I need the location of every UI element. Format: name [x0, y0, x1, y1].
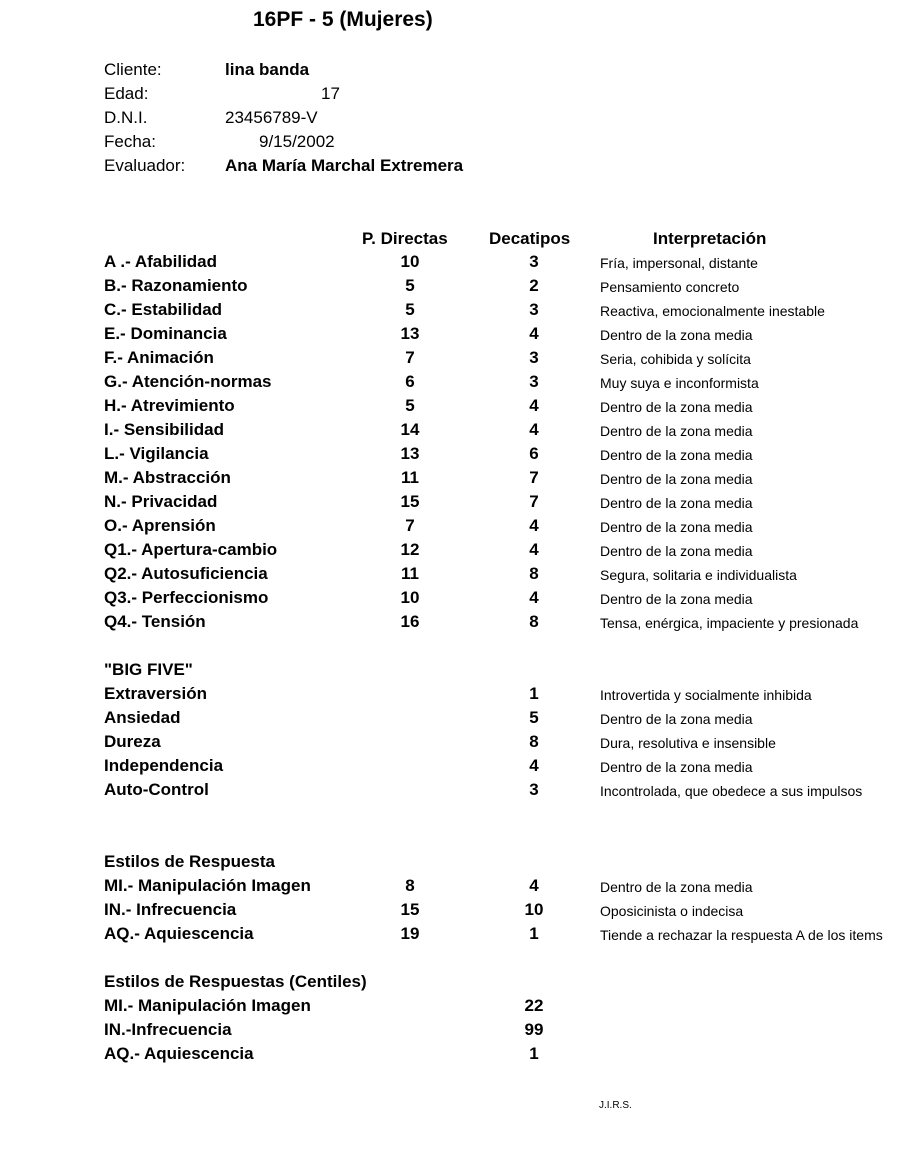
response-styles-heading: Estilos de Respuesta [104, 852, 276, 871]
factor-directa: 7 [405, 348, 415, 367]
factor-label: F.- Animación [104, 348, 214, 367]
response-centiles-heading: Estilos de Respuestas (Centiles) [104, 972, 367, 991]
factor-interpretacion: Dentro de la zona media [600, 495, 753, 511]
header-directas: P. Directas [362, 229, 448, 248]
factor-interpretacion: Muy suya e inconformista [600, 375, 759, 391]
factor-interpretacion: Dentro de la zona media [600, 399, 753, 415]
factor-directa: 10 [400, 588, 420, 607]
big-five-decatipo: 1 [529, 684, 539, 703]
factor-decatipo: 7 [529, 492, 539, 511]
factor-label: A .- Afabilidad [104, 252, 218, 271]
factor-label: B.- Razonamiento [104, 276, 248, 295]
factor-decatipo: 4 [529, 588, 539, 607]
factor-label: H.- Atrevimiento [104, 396, 235, 415]
big-five-label: Dureza [104, 732, 161, 751]
centile-value: 99 [524, 1020, 544, 1039]
cliente-label: Cliente: [104, 60, 162, 79]
factor-label: G.- Atención-normas [104, 372, 272, 391]
factor-decatipo: 3 [529, 252, 539, 271]
big-five-decatipo: 8 [529, 732, 539, 751]
factor-decatipo: 3 [529, 300, 539, 319]
big-five-interpretacion: Introvertida y socialmente inhibida [600, 687, 812, 703]
factor-interpretacion: Dentro de la zona media [600, 423, 753, 439]
fecha-value: 9/15/2002 [259, 132, 335, 151]
factor-decatipo: 7 [529, 468, 539, 487]
factor-interpretacion: Pensamiento concreto [600, 279, 740, 295]
big-five-decatipo: 4 [529, 756, 539, 775]
factor-directa: 5 [405, 396, 415, 415]
response-style-directa: 15 [400, 900, 420, 919]
centile-label: IN.-Infrecuencia [104, 1020, 232, 1039]
factor-decatipo: 2 [529, 276, 539, 295]
factor-decatipo: 8 [529, 564, 539, 583]
footer-initials: J.I.R.S. [599, 1100, 632, 1111]
factor-decatipo: 6 [529, 444, 539, 463]
dni-label: D.N.I. [104, 108, 148, 127]
factor-label: O.- Aprensión [104, 516, 216, 535]
page-title: 16PF - 5 (Mujeres) [253, 8, 433, 31]
factor-label: N.- Privacidad [104, 492, 218, 511]
factor-interpretacion: Dentro de la zona media [600, 447, 753, 463]
factor-decatipo: 3 [529, 348, 539, 367]
header-interpretacion: Interpretación [653, 229, 767, 248]
fecha-label: Fecha: [104, 132, 156, 151]
header-decatipos: Decatipos [489, 229, 571, 248]
factor-directa: 6 [405, 372, 415, 391]
factor-label: Q1.- Apertura-cambio [104, 540, 278, 559]
factor-directa: 14 [400, 420, 420, 439]
factor-decatipo: 3 [529, 372, 539, 391]
factor-decatipo: 4 [529, 540, 539, 559]
factor-interpretacion: Tensa, enérgica, impaciente y presionada [600, 615, 859, 631]
big-five-heading: "BIG FIVE" [104, 660, 193, 679]
factor-interpretacion: Seria, cohibida y solícita [600, 351, 751, 367]
factor-label: I.- Sensibilidad [104, 420, 224, 439]
factor-directa: 16 [400, 612, 420, 631]
centile-value: 1 [529, 1044, 539, 1063]
response-style-decatipo: 10 [524, 900, 544, 919]
factor-interpretacion: Dentro de la zona media [600, 519, 753, 535]
factor-label: C.- Estabilidad [104, 300, 223, 319]
evaluador-value: Ana María Marchal Extremera [225, 156, 464, 175]
factor-interpretacion: Reactiva, emocionalmente inestable [600, 303, 825, 319]
factor-label: Q2.- Autosuficiencia [104, 564, 268, 583]
big-five-interpretacion: Dentro de la zona media [600, 759, 753, 775]
factor-decatipo: 4 [529, 420, 539, 439]
factor-directa: 7 [405, 516, 415, 535]
factor-directa: 13 [400, 324, 420, 343]
factor-directa: 12 [400, 540, 420, 559]
response-style-directa: 8 [405, 876, 415, 895]
factor-interpretacion: Dentro de la zona media [600, 471, 753, 487]
big-five-decatipo: 5 [529, 708, 539, 727]
factor-interpretacion: Dentro de la zona media [600, 543, 753, 559]
response-style-interpretacion: Dentro de la zona media [600, 879, 753, 895]
factor-decatipo: 4 [529, 396, 539, 415]
factor-interpretacion: Fría, impersonal, distante [600, 255, 758, 271]
response-style-interpretacion: Tiende a rechazar la respuesta A de los items [600, 927, 883, 943]
evaluador-label: Evaluador: [104, 156, 186, 175]
factor-directa: 11 [401, 564, 419, 583]
edad-value: 17 [321, 84, 340, 103]
response-style-interpretacion: Oposicinista o indecisa [600, 903, 744, 919]
centile-label: MI.- Manipulación Imagen [104, 996, 311, 1015]
dni-value: 23456789-V [225, 108, 318, 127]
factor-label: Q4.- Tensión [104, 612, 206, 631]
big-five-interpretacion: Dentro de la zona media [600, 711, 753, 727]
factor-decatipo: 8 [529, 612, 539, 631]
big-five-interpretacion: Incontrolada, que obedece a sus impulsos [600, 783, 863, 799]
big-five-label: Ansiedad [104, 708, 181, 727]
big-five-label: Extraversión [104, 684, 207, 703]
factor-decatipo: 4 [529, 324, 539, 343]
factor-interpretacion: Dentro de la zona media [600, 327, 753, 343]
factor-directa: 11 [401, 468, 419, 487]
big-five-label: Auto-Control [104, 780, 209, 799]
centile-value: 22 [524, 996, 544, 1015]
factor-interpretacion: Dentro de la zona media [600, 591, 753, 607]
edad-label: Edad: [104, 84, 149, 103]
response-style-decatipo: 4 [529, 876, 539, 895]
response-style-label: AQ.- Aquiescencia [104, 924, 254, 943]
factor-decatipo: 4 [529, 516, 539, 535]
factor-directa: 5 [405, 300, 415, 319]
factor-interpretacion: Segura, solitaria e individualista [600, 567, 797, 583]
response-style-directa: 19 [400, 924, 420, 943]
big-five-label: Independencia [104, 756, 224, 775]
centile-label: AQ.- Aquiescencia [104, 1044, 254, 1063]
factor-label: Q3.- Perfeccionismo [104, 588, 269, 607]
factor-directa: 10 [400, 252, 420, 271]
response-style-label: IN.- Infrecuencia [104, 900, 237, 919]
factor-directa: 13 [400, 444, 420, 463]
response-style-decatipo: 1 [529, 924, 539, 943]
factor-directa: 5 [405, 276, 415, 295]
big-five-interpretacion: Dura, resolutiva e insensible [600, 735, 776, 751]
factor-label: M.- Abstracción [104, 468, 231, 487]
cliente-value: lina banda [225, 60, 310, 79]
response-style-label: MI.- Manipulación Imagen [104, 876, 311, 895]
factor-label: L.- Vigilancia [104, 444, 209, 463]
big-five-decatipo: 3 [529, 780, 539, 799]
factor-label: E.- Dominancia [104, 324, 227, 343]
factor-directa: 15 [400, 492, 420, 511]
